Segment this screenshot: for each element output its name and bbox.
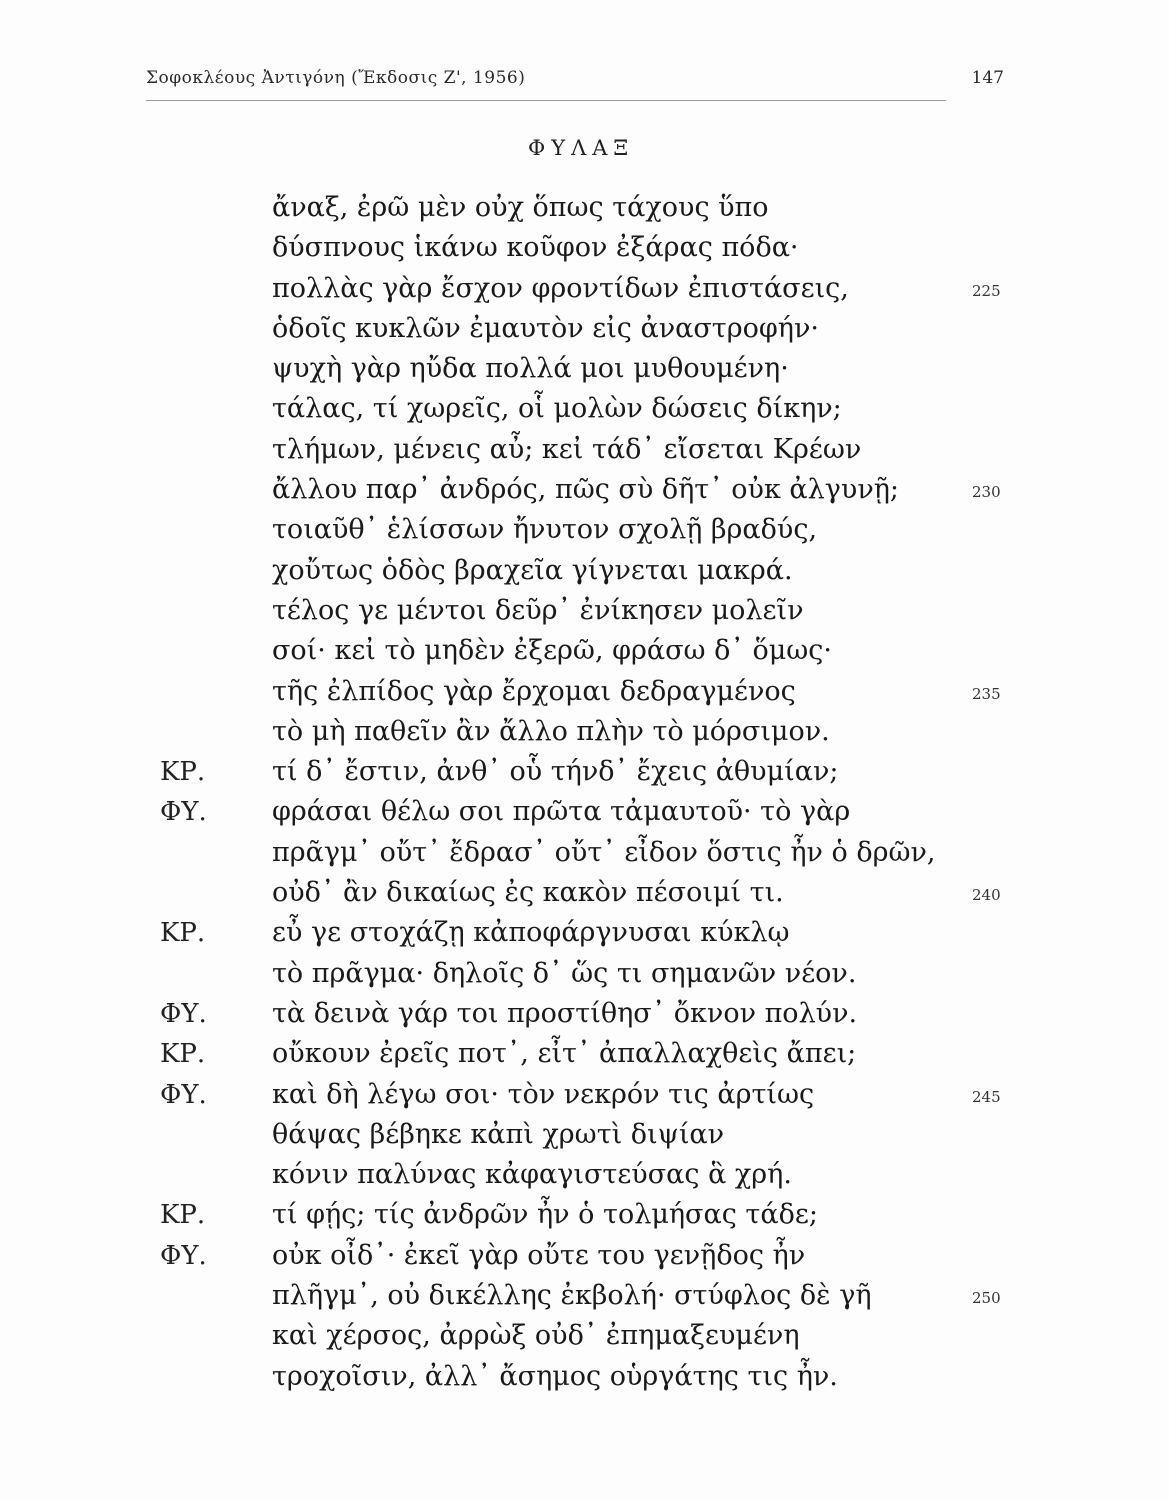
verse-text: οὐδ᾽ ἂν δικαίως ἐς κακὸν πέσοιμί τι. — [272, 877, 784, 909]
page-number: 147 — [971, 68, 1004, 88]
speaker-label: ΦΥ. — [160, 1240, 207, 1271]
verse-text: ἄναξ, ἐρῶ μὲν οὐχ ὅπως τάχους ὕπο — [272, 192, 769, 223]
verse-text: τῆς ἐλπίδος γὰρ ἔρχομαι δεδραγμένος — [272, 675, 796, 707]
verse-text: τλήμων, μένεις αὖ; κεἰ τάδ᾽ εἴσεται Κρέων — [272, 433, 862, 465]
verse-text: φράσαι θέλω σοι πρῶτα τἀμαυτοῦ· τὸ γὰρ — [272, 796, 851, 828]
speaker-heading: ΦΥΛΑΞ — [528, 136, 635, 160]
verse-text: τί δ᾽ ἔστιν, ἀνθ᾽ οὗ τήνδ᾽ ἔχεις ἀθυμίαν; — [272, 756, 839, 788]
verse-line — [0, 672, 1169, 712]
verse-line — [0, 1155, 1169, 1195]
verse-line — [0, 873, 1169, 913]
verse-line — [0, 430, 1169, 470]
verse-text: τροχοῖσιν, ἀλλ᾽ ἄσημος οὑργάτης τις ἦν. — [272, 1360, 838, 1392]
speaker-label: ΚΡ. — [160, 918, 206, 949]
speaker-label: ΚΡ. — [160, 1039, 206, 1070]
verse-text: θάψας βέβηκε κἀπὶ χρωτὶ διψίαν — [272, 1118, 725, 1150]
verse-text: κόνιν παλύνας κἀφαγιστεύσας ἃ χρή. — [272, 1159, 792, 1191]
verse-line — [0, 551, 1169, 591]
verse-line — [0, 188, 1169, 228]
speaker-label: ΚΡ. — [160, 1200, 206, 1231]
verse-text: τάλας, τί χωρεῖς, οἷ μολὼν δώσεις δίκην; — [272, 393, 842, 425]
verse-text: καὶ χέρσος, ἀρρὼξ οὐδ᾽ ἐπημαξευμένη — [272, 1320, 800, 1352]
verse-text: τὸ μὴ παθεῖν ἂν ἄλλο πλὴν τὸ μόρσιμον. — [272, 715, 830, 747]
verse-lines — [0, 188, 1169, 1408]
verse-text: τί φῄς; τίς ἀνδρῶν ἦν ὁ τολμήσας τάδε; — [272, 1199, 818, 1231]
verse-text: καὶ δὴ λέγω σοι· τὸν νεκρόν τις ἀρτίως — [272, 1078, 815, 1110]
verse-text: χοὔτως ὁδὸς βραχεῖα γίγνεται μακρά. — [272, 554, 793, 586]
line-number: 235 — [972, 684, 1001, 703]
verse-text: τὰ δεινὰ γάρ τοι προστίθησ᾽ ὄκνον πολύν. — [272, 997, 858, 1029]
verse-text: ὁδοῖς κυκλῶν ἐμαυτὸν εἰς ἀναστροφήν· — [272, 312, 819, 344]
verse-text: οὐκ οἶδ᾽· ἐκεῖ γὰρ οὔτε του γενῇδος ἦν — [272, 1239, 806, 1271]
verse-text: τέλος γε μέντοι δεῦρ᾽ ἐνίκησεν μολεῖν — [272, 594, 804, 626]
verse-line — [0, 752, 1169, 792]
verse-line — [0, 1034, 1169, 1074]
line-number: 245 — [972, 1087, 1001, 1106]
verse-text: πολλὰς γὰρ ἔσχον φροντίδων ἐπιστάσεις, — [272, 272, 849, 304]
line-number: 230 — [972, 483, 1001, 502]
verse-line — [0, 470, 1169, 510]
verse-line — [0, 269, 1169, 309]
verse-line — [0, 833, 1169, 873]
verse-text: πρᾶγμ᾽ οὔτ᾽ ἔδρασ᾽ οὔτ᾽ εἶδον ὅστις ἦν ὁ δρῶν, — [272, 836, 936, 868]
verse-text: τοιαῦθ᾽ ἑλίσσων ἤνυτον σχολῇ βραδύς, — [272, 514, 818, 546]
line-number: 250 — [972, 1289, 1001, 1308]
verse-line — [0, 954, 1169, 994]
verse-line — [0, 1195, 1169, 1235]
line-number: 225 — [972, 281, 1001, 300]
speaker-label: ΦΥ. — [160, 998, 207, 1029]
verse-line — [0, 631, 1169, 671]
verse-line — [0, 228, 1169, 268]
verse-line — [0, 913, 1169, 953]
verse-line — [0, 510, 1169, 550]
verse-text: τὸ πρᾶγμα· δηλοῖς δ᾽ ὥς τι σημανῶν νέον. — [272, 957, 857, 989]
verse-line — [0, 1115, 1169, 1155]
running-head — [146, 68, 1016, 96]
verse-line — [0, 389, 1169, 429]
verse-text: πλῆγμ᾽, οὐ δικέλλης ἐκβολή· στύφλος δὲ γῆ — [272, 1280, 872, 1312]
verse-line — [0, 1316, 1169, 1356]
verse-line — [0, 1075, 1169, 1115]
verse-line — [0, 1357, 1169, 1397]
header-rule — [146, 100, 946, 101]
verse-text: σοί· κεἰ τὸ μηδὲν ἐξερῶ, φράσω δ᾽ ὅμως· — [272, 635, 833, 667]
verse-line — [0, 349, 1169, 389]
verse-line — [0, 1236, 1169, 1276]
verse-line — [0, 712, 1169, 752]
verse-text: εὖ γε στοχάζῃ κἀποφάργνυσαι κύκλῳ — [272, 917, 790, 949]
verse-line — [0, 1276, 1169, 1316]
verse-text: οὔκουν ἐρεῖς ποτ᾽, εἶτ᾽ ἀπαλλαχθεὶς ἄπει; — [272, 1038, 857, 1070]
speaker-label: ΦΥ. — [160, 1079, 207, 1110]
verse-line — [0, 309, 1169, 349]
verse-line — [0, 792, 1169, 832]
verse-text: δύσπνους ἱκάνω κοῦφον ἐξάρας πόδα· — [272, 232, 799, 264]
verse-text: ἄλλου παρ᾽ ἀνδρός, πῶς σὺ δῆτ᾽ οὐκ ἀλγυνῇ; — [272, 474, 900, 506]
verse-line — [0, 994, 1169, 1034]
speaker-label: ΦΥ. — [160, 797, 207, 828]
verse-text: ψυχὴ γὰρ ηὔδα πολλά μοι μυθουμένη· — [272, 353, 789, 385]
speaker-label: ΚΡ. — [160, 757, 206, 788]
line-number: 240 — [972, 886, 1001, 905]
running-title: Σοφοκλέους Ἀντιγόνη (Ἔκδοσις Ζ', 1956) — [146, 68, 526, 88]
verse-line — [0, 591, 1169, 631]
